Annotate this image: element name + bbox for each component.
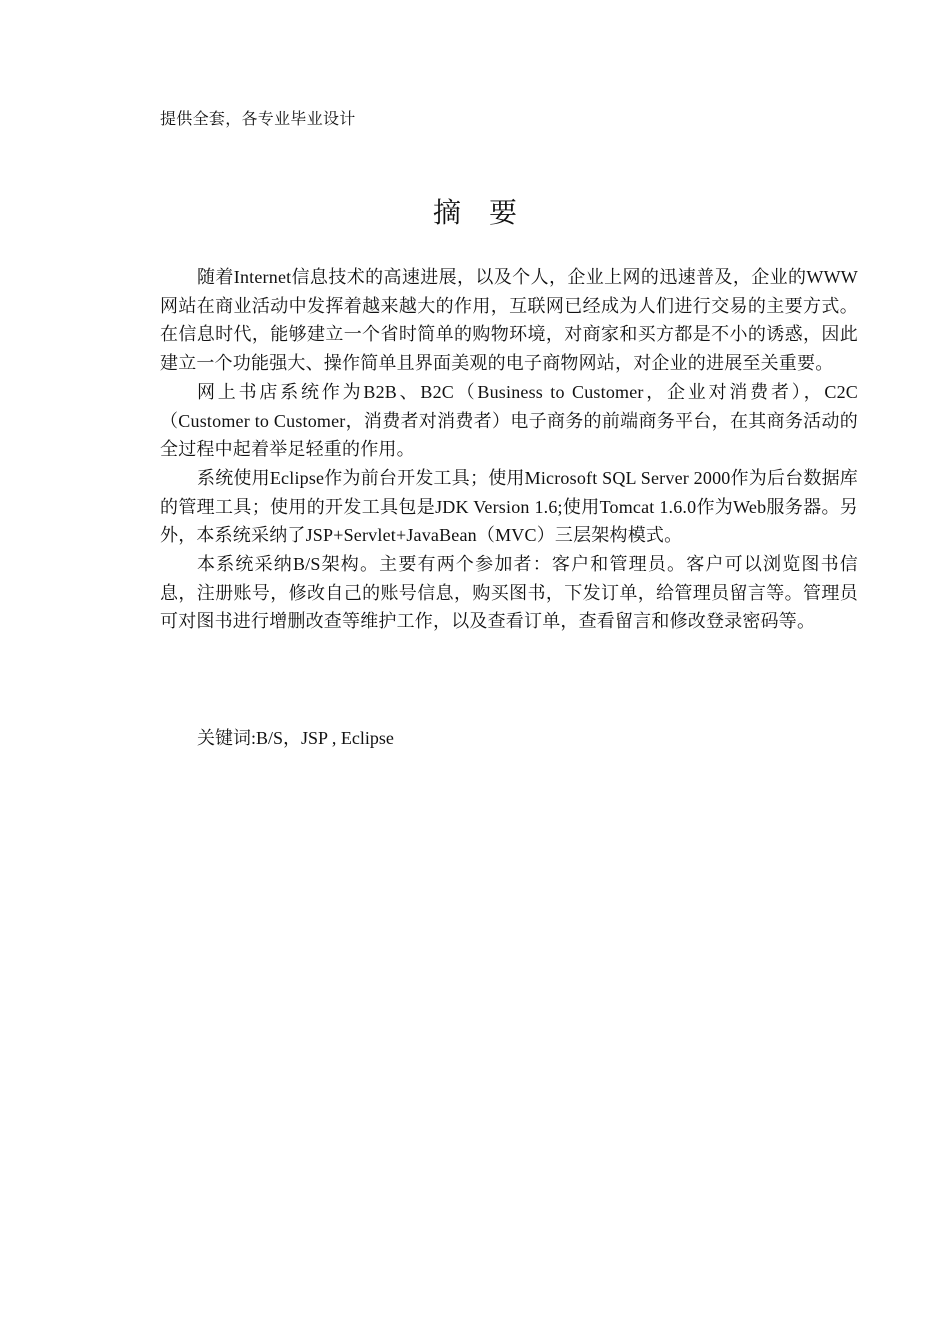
keywords-line: 关键词:B/S，JSP , Eclipse [197,728,394,748]
abstract-title: 摘要 [432,196,545,229]
abstract-paragraph-4: 本系统采纳B/S架构。主要有两个参加者：客户和管理员。客户可以浏览图书信息，注册账号，修改自己的账号信息，购买图书，下发订单，给管理员留言等。管理员可对图书进行增删改查等维护工作，以及查看订单，查看留言和修改登录密码等。 [160,554,858,632]
abstract-paragraph-2: 网上书店系统作为B2B、B2C（Business to Customer，企业对消费者），C2C（Customer to Customer，消费者对消费者）电子商务的前端商务平台，在其商务活动的全过程中起着举足轻重的作用。 [160,381,858,460]
abstract-paragraph-1: 随着Internet信息技术的高速进展，以及个人，企业上网的迅速普及，企业的WWW网站在商业活动中发挥着越来越大的作用，互联网已经成为人们进行交易的主要方式。在信息时代，能够建立一个省时简单的购物环境，对商家和买方都是不小的诱惑，因此建立一个功能强大、操作简单且界面美观的电子商物网站，对企业的进展至关重要。 [160,267,858,374]
header-note: 提供全套，各专业毕业设计 [160,111,356,128]
abstract-paragraph-3: 系统使用Eclipse作为前台开发工具；使用Microsoft SQL Server 2000作为后台数据库的管理工具；使用的开发工具包是JDK Version 1.6;使用Tomcat 1.6.0作为Web服务器。另外，本系统采纳了JSP+Servlet+JavaBean（MVC）三层架构模式。 [160,467,858,546]
abstract-body [160,263,858,636]
